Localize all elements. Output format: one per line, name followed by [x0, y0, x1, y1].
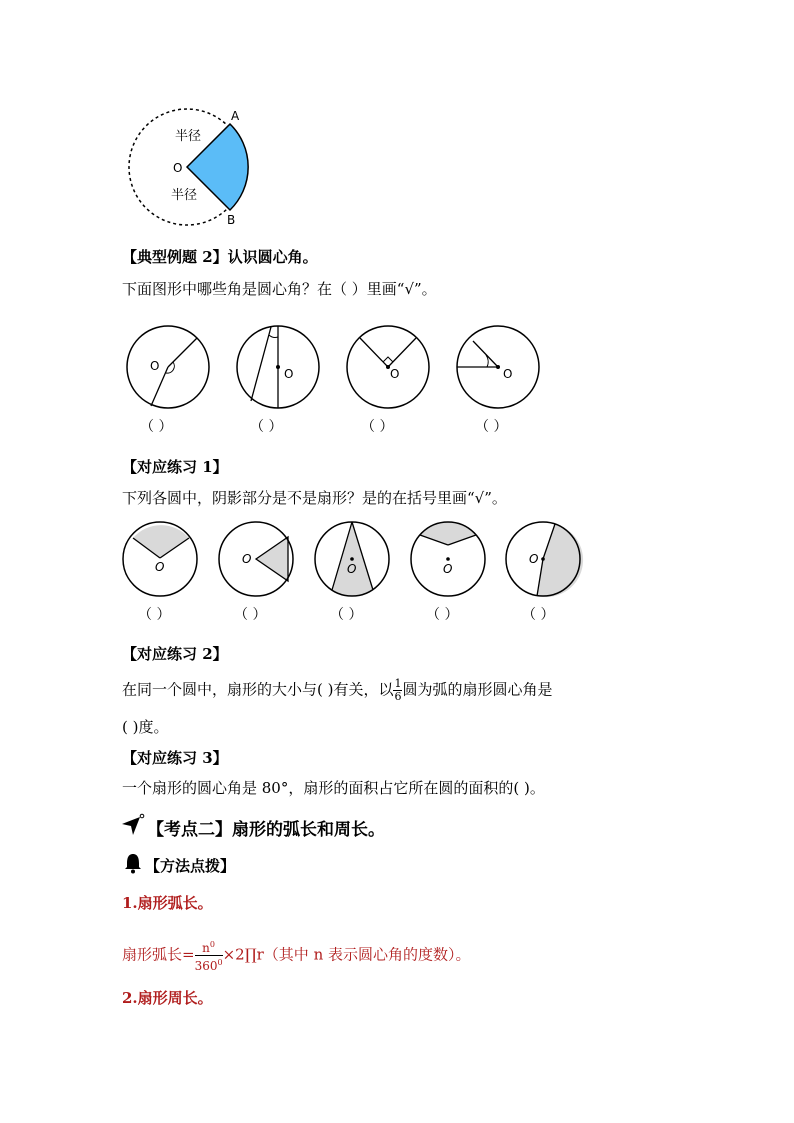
label-o: O: [242, 552, 252, 566]
label-o: O: [503, 367, 513, 381]
answer-slot[interactable]: （ ）: [361, 419, 394, 435]
answer-slot[interactable]: （ ）: [140, 419, 173, 435]
label-o: O: [529, 552, 539, 566]
example2-circle-3: [343, 325, 433, 415]
bell-icon: [122, 852, 144, 874]
item1-heading: 1.扇形弧长。: [122, 894, 213, 912]
label-o: O: [150, 359, 160, 373]
fraction-one-sixth: $\frac{1}{6}$: [394, 677, 402, 703]
navigation-arrow-icon: [120, 813, 146, 837]
label-o: O: [284, 367, 294, 381]
label-o: O: [443, 562, 453, 576]
method-heading: 【方法点拨】: [145, 857, 236, 875]
answer-slot[interactable]: （ ）: [234, 607, 267, 623]
radius-label-upper: 半径: [175, 129, 202, 144]
example2-question: 下面图形中哪些角是圆心角？在（ ）里画“√”。: [122, 280, 437, 298]
example2-circle-2: [233, 325, 323, 415]
practice2-text-a: 在同一个圆中，扇形的大小与( )有关，以: [122, 680, 394, 699]
practice3-heading: 【对应练习 3】: [122, 749, 228, 767]
sector-figure: [115, 100, 265, 230]
practice1-heading: 【对应练习 1】: [122, 458, 228, 476]
answer-slot[interactable]: （ ）: [522, 607, 555, 623]
practice1-circle-2: [218, 521, 298, 601]
radius-label-lower: 半径: [171, 188, 198, 203]
formula-fraction: $\frac{n^0}{360^0}$: [194, 940, 223, 973]
label-o: O: [347, 562, 357, 576]
practice1-circle-4: [410, 521, 490, 601]
practice2-line1: [122, 678, 553, 703]
formula-prefix: 扇形弧长=: [122, 945, 195, 964]
item2-heading: 2.扇形周长。: [122, 989, 213, 1007]
example2-circle-1: [123, 325, 213, 415]
practice3-text: 一个扇形的圆心角是 80°，扇形的面积占它所在圆的面积的( )。: [122, 779, 545, 797]
example2-circle-4: [453, 325, 543, 415]
practice1-circle-5: [505, 521, 585, 601]
answer-slot[interactable]: （ ）: [330, 607, 363, 623]
arc-length-formula: [122, 938, 471, 973]
answer-slot[interactable]: （ ）: [426, 607, 459, 623]
label-b: B: [227, 213, 236, 227]
formula-suffix: ×2∏r（其中 n 表示圆心角的度数）。: [222, 945, 471, 964]
practice1-question: 下列各圆中，阴影部分是不是扇形？是的在括号里画“√”。: [122, 489, 507, 507]
answer-slot[interactable]: （ ）: [250, 419, 283, 435]
section2-heading: 【考点二】扇形的弧长和周长。: [147, 820, 385, 840]
practice2-text-b: 圆为弧的扇形圆心角是: [402, 680, 553, 699]
label-o: O: [173, 161, 183, 175]
practice2-line2: ( )度。: [122, 718, 169, 736]
answer-slot[interactable]: （ ）: [475, 419, 508, 435]
practice2-heading: 【对应练习 2】: [122, 645, 228, 663]
practice1-circle-1: [122, 521, 202, 601]
label-a: A: [231, 109, 240, 123]
practice1-circle-3: [314, 521, 394, 601]
label-o: O: [390, 367, 400, 381]
label-o: O: [155, 560, 165, 574]
example2-heading: 【典型例题 2】认识圆心角。: [122, 248, 318, 266]
answer-slot[interactable]: （ ）: [138, 607, 171, 623]
